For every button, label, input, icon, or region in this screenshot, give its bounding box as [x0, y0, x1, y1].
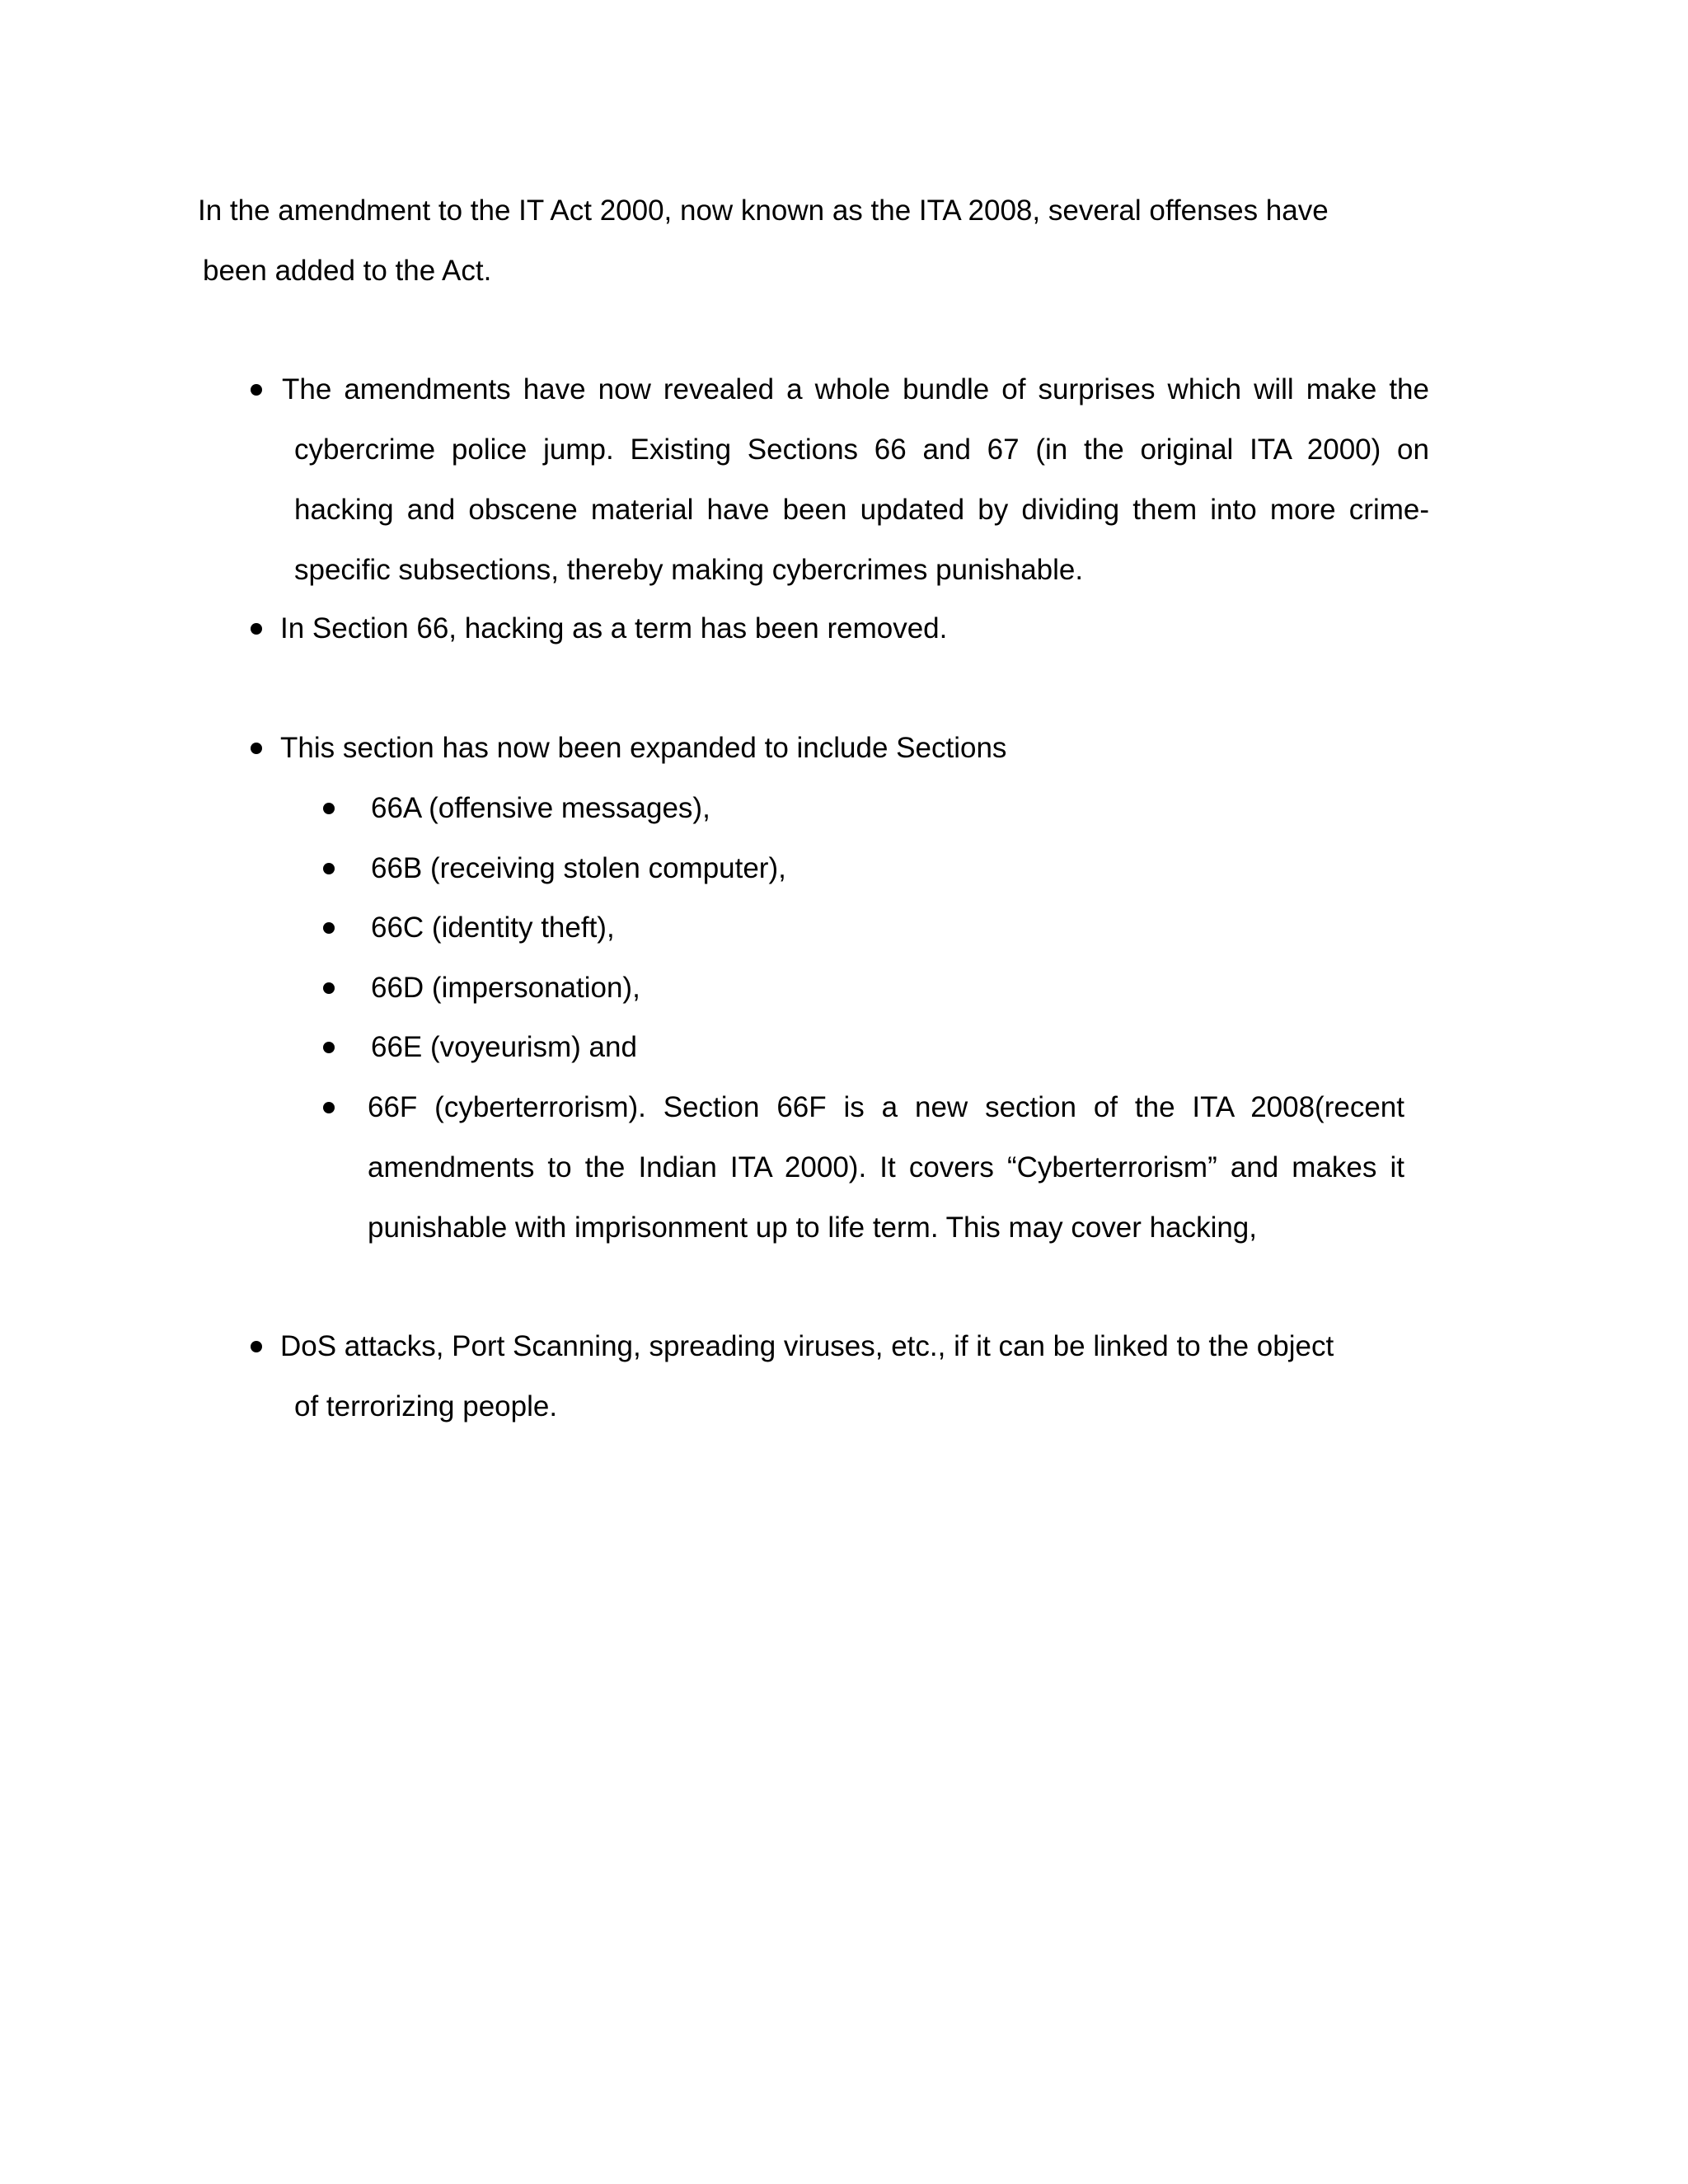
sub-list-item-line: 66D (impersonation),	[371, 972, 640, 1004]
sub-bullet-dot	[323, 863, 335, 874]
sub-list-item-line: 66A (offensive messages),	[371, 792, 710, 824]
list-item-line: hacking and obscene material have been updated by dividing them into more crime-	[294, 494, 1429, 526]
sub-list-item-66f	[368, 1077, 1404, 1258]
sub-list-item-66d	[371, 958, 640, 1018]
list-item-line: cybercrime police jump. Existing Sections 66 and 67 (in the original ITA 2000) on	[294, 434, 1429, 466]
sub-bullet-dot	[323, 1042, 335, 1053]
list-item-line: of terrorizing people.	[294, 1390, 558, 1422]
sub-list-item-66b	[371, 838, 786, 898]
sub-bullet-dot	[323, 982, 335, 994]
sub-bullet-dot	[323, 803, 335, 814]
list-item-line: specific subsections, thereby making cybercrimes punishable.	[294, 554, 1084, 586]
list-item-line: The amendments have now revealed a whole bundle of surprises which will make the	[282, 373, 1429, 405]
bullet-dot	[251, 384, 262, 396]
sub-list-item-line: amendments to the Indian ITA 2000). It covers “Cyberterrorism” and makes it	[368, 1151, 1404, 1183]
list-item-hacking-removed	[280, 598, 947, 658]
sub-list-item-line: punishable with imprisonment up to life term. This may cover hacking,	[368, 1212, 1258, 1244]
sub-list-item-line: 66F (cyberterrorism). Section 66F is a new section of the ITA 2008(recent	[368, 1091, 1404, 1123]
intro-line-1: In the amendment to the IT Act 2000, now known as the ITA 2008, several offenses have	[198, 194, 1329, 227]
list-item-line: In Section 66, hacking as a term has been removed.	[280, 612, 948, 644]
list-item-expanded-sections	[280, 718, 1006, 778]
sub-bullet-dot	[323, 922, 335, 934]
bullet-dot	[251, 623, 262, 635]
sub-list-item-66e	[371, 1017, 637, 1077]
bullet-dot	[251, 1341, 262, 1352]
intro-paragraph	[198, 180, 1451, 301]
sub-bullet-dot	[323, 1102, 335, 1113]
list-item-line: DoS attacks, Port Scanning, spreading viruses, etc., if it can be linked to the object	[280, 1330, 1334, 1362]
sub-list-item-line: 66B (receiving stolen computer),	[371, 852, 786, 884]
list-item-dos-attacks	[280, 1316, 1334, 1436]
sub-list-item-line: 66E (voyeurism) and	[371, 1031, 637, 1063]
intro-line-2: been added to the Act.	[203, 255, 492, 287]
bullet-dot	[251, 743, 262, 754]
sub-list-item-line: 66C (identity theft),	[371, 912, 615, 944]
list-item-line: This section has now been expanded to include Sections	[280, 732, 1007, 764]
sub-list-item-66a	[371, 778, 710, 838]
list-item-amendments	[282, 359, 1429, 600]
sub-list-item-66c	[371, 898, 615, 958]
